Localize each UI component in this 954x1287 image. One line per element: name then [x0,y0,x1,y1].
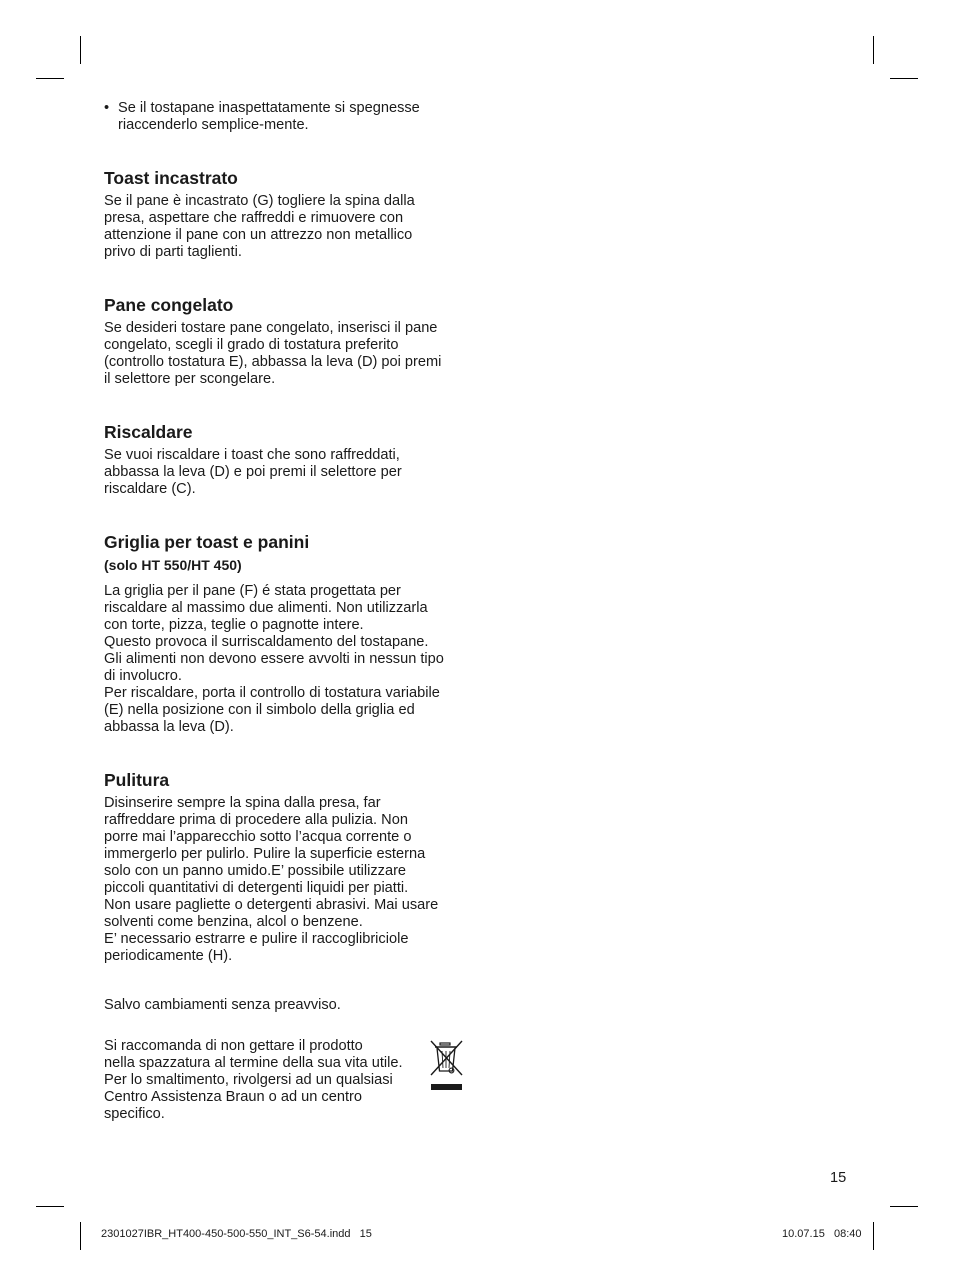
section-heading: Riscaldare [104,422,193,442]
section-riscaldare [104,422,466,498]
crop-mark [36,1206,64,1207]
section-heading: Toast incastrato [104,168,238,188]
section-text: La griglia per il pane (F) é stata progettata per riscaldare al massimo due alimenti. Non utilizzarla con torte, pizza, teglie o pagnotte intere. Questo provoca il surriscaldamento del tostapane. Gli alimenti non devono essere avvolti in nessun tipo di involucro. Per riscaldare, porta il controllo di tostatura variabile (E) nella posizione con il simbolo della griglia ed abbassa la leva (D). [104,583,444,735]
section-heading: Pulitura [104,770,170,790]
weee-crossed-bin-icon [428,1038,466,1092]
section-text: Se vuoi riscaldare i toast che sono raffreddati, abbassa la leva (D) e poi premi il selettore per riscaldare (C). [104,447,402,497]
crop-mark [890,78,918,79]
print-slug-file: 2301027IBR_HT400-450-500-550_INT_S6-54.indd 15 [101,1228,372,1240]
section-heading: Griglia per toast e panini [104,532,310,552]
notice-text: Salvo cambiamenti senza preavviso. [104,997,341,1013]
section-pane-congelato [104,295,466,388]
section-heading: Pane congelato [104,295,234,315]
section-pulitura [104,770,466,965]
print-slug-datetime: 10.07.15 08:40 [782,1228,862,1240]
crop-mark [873,36,874,64]
section-subheading: (solo HT 550/HT 450) [104,557,242,573]
section-text: Disinserire sempre la spina dalla presa, far raffreddare prima di procedere alla pulizia. Non porre mai l’apparecchio sotto l’acqua corrente o immergerlo per pulirlo. Pulire la superficie esterna solo con un panno umido.E’ possibile utilizzare piccoli quantitativi di detergenti liquidi per piatti. Non usare pagliette o detergenti abrasivi. Mai usare solventi come benzina, alcol o benzene. E’ necessario estrarre e pulire il raccoglibriciole periodicamente (H). [104,795,439,964]
section-text: Se il pane è incastrato (G) togliere la spina dalla presa, aspettare che raffreddi e rimuovere con attenzione il pane con un attrezzo non metallico privo di parti taglienti. [104,193,415,260]
section-toast-incastrato [104,168,466,261]
crop-mark [80,36,81,64]
page-number: 15 [830,1170,847,1186]
section-text: Se desideri tostare pane congelato, inserisci il pane congelato, scegli il grado di tostatura preferito (controllo tostatura E), abbassa la leva (D) poi premi il selettore per scongelare. [104,320,442,387]
crop-mark [36,78,64,79]
intro-bullet: • Se il tostapane inaspettatamente si spegnesse riaccenderlo semplice-mente. [104,100,466,134]
crop-mark [873,1222,874,1250]
crop-mark [80,1222,81,1250]
notice-block [104,997,466,1014]
disposal-text: Si raccomanda di non gettare il prodotto nella spazzatura al termine della sua vita utile. Per lo smaltimento, rivolgersi ad un qualsiasi Centro Assistenza Braun o ad un centro specifico. [104,1038,403,1122]
crop-mark [890,1206,918,1207]
section-griglia [104,532,466,736]
text-column [104,100,466,1123]
disposal-block [104,1038,466,1123]
